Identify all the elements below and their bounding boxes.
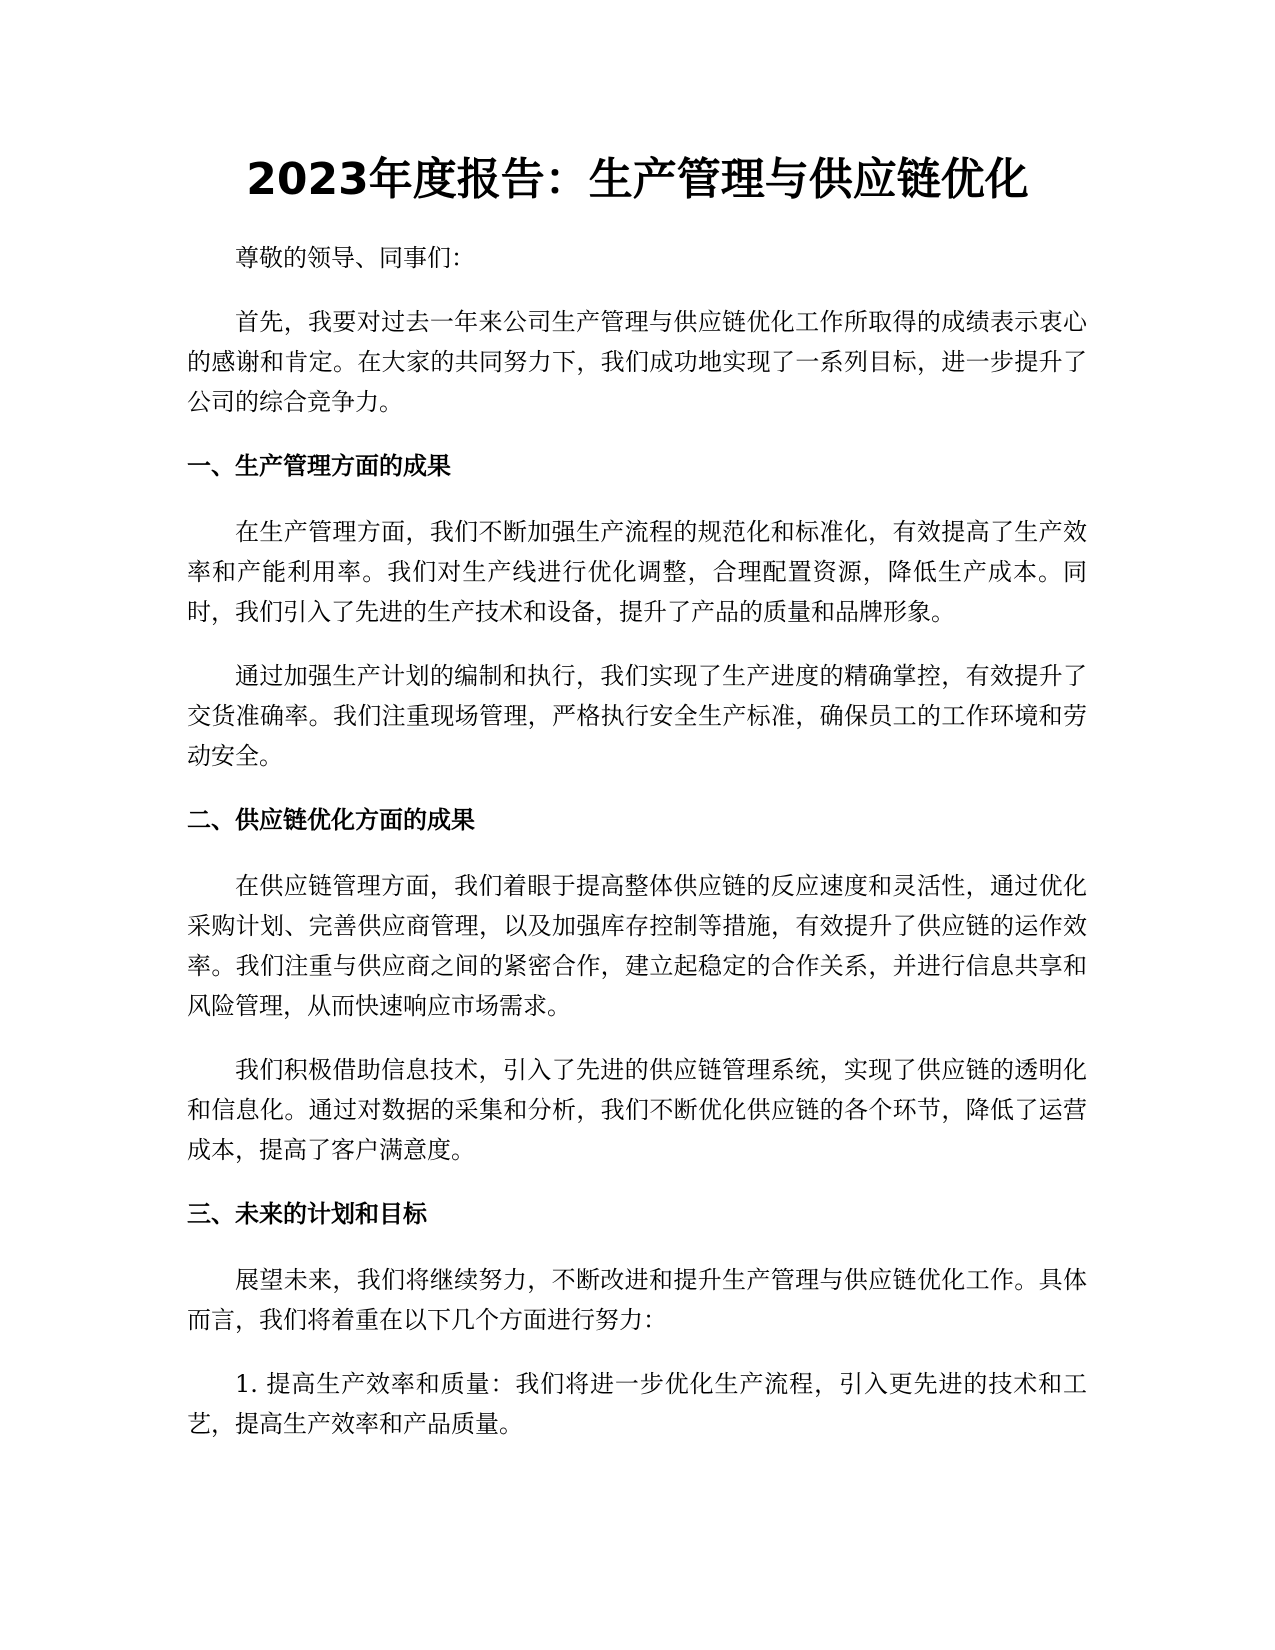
section-heading-supply-chain: 二、供应链优化方面的成果 — [187, 806, 475, 834]
section-paragraph: 展望未来，我们将继续努力，不断改进和提升生产管理与供应链优化工作。具体而言，我们将着重在以下几个方面进行努力： — [187, 1266, 1087, 1334]
document-title: 2023年度报告：生产管理与供应链优化 — [246, 154, 1029, 205]
greeting: 尊敬的领导、同事们： — [235, 244, 475, 272]
section-heading-future-plans: 三、未来的计划和目标 — [187, 1200, 427, 1228]
section-heading-production: 一、生产管理方面的成果 — [187, 452, 451, 480]
intro-paragraph: 首先，我要对过去一年来公司生产管理与供应链优化工作所取得的成绩表示衷心的感谢和肯定。在大家的共同努力下，我们成功地实现了一系列目标，进一步提升了公司的综合竞争力。 — [187, 308, 1087, 416]
list-item: 1. 提高生产效率和质量：我们将进一步优化生产流程，引入更先进的技术和工艺，提高生产效率和产品质量。 — [187, 1370, 1087, 1438]
section-paragraph: 在生产管理方面，我们不断加强生产流程的规范化和标准化，有效提高了生产效率和产能利用率。我们对生产线进行优化调整，合理配置资源，降低生产成本。同时，我们引入了先进的生产技术和设备，提升了产品的质量和品牌形象。 — [187, 518, 1087, 626]
section-paragraph: 通过加强生产计划的编制和执行，我们实现了生产进度的精确掌控，有效提升了交货准确率。我们注重现场管理，严格执行安全生产标准，确保员工的工作环境和劳动安全。 — [187, 662, 1087, 770]
section-paragraph: 在供应链管理方面，我们着眼于提高整体供应链的反应速度和灵活性，通过优化采购计划、完善供应商管理，以及加强库存控制等措施，有效提升了供应链的运作效率。我们注重与供应商之间的紧密合作，建立起稳定的合作关系，并进行信息共享和风险管理，从而快速响应市场需求。 — [187, 872, 1087, 1020]
document-body — [187, 238, 1087, 1468]
section-paragraph: 我们积极借助信息技术，引入了先进的供应链管理系统，实现了供应链的透明化和信息化。通过对数据的采集和分析，我们不断优化供应链的各个环节，降低了运营成本，提高了客户满意度。 — [187, 1056, 1087, 1164]
